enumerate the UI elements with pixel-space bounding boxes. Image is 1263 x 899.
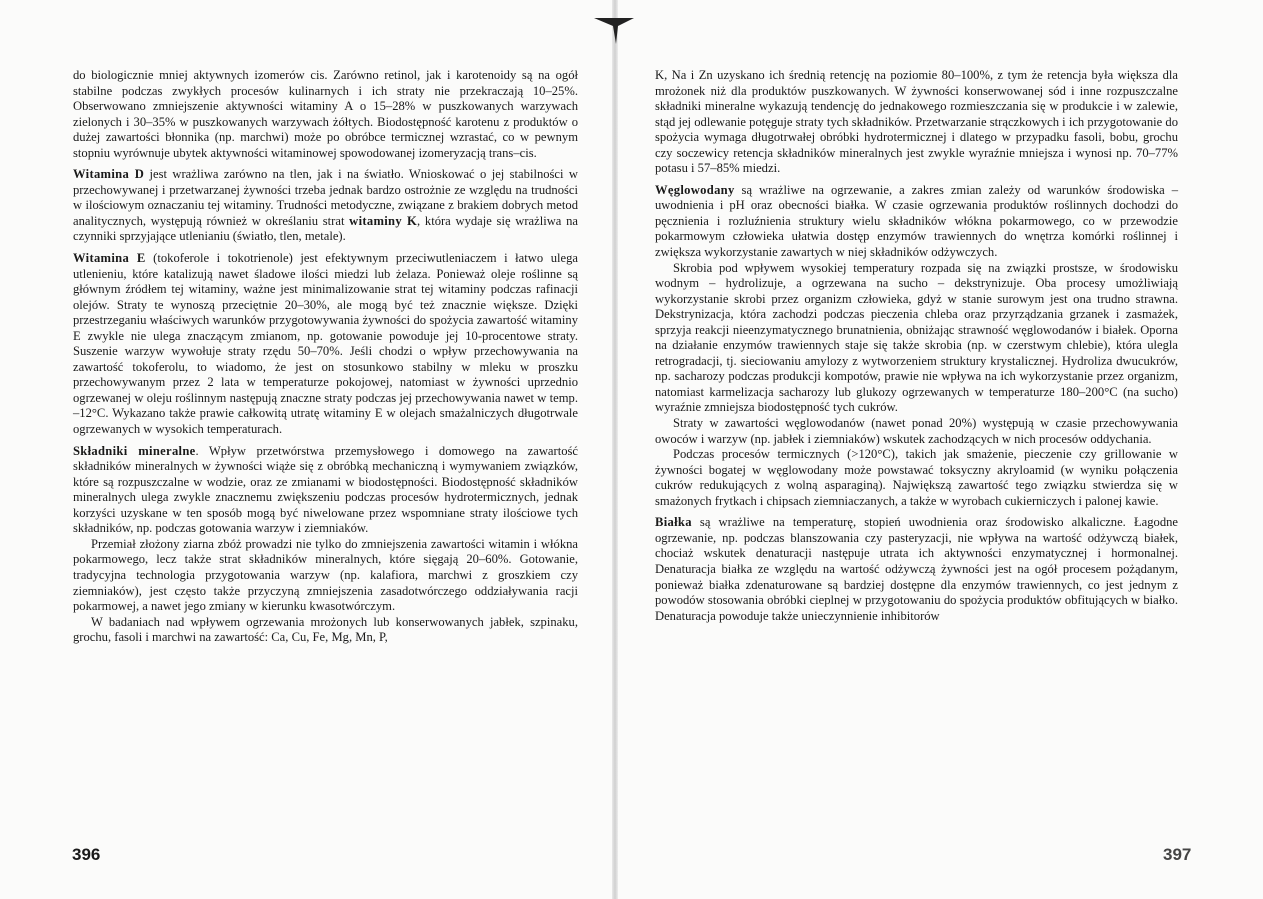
page-number-left: 396 [72, 845, 101, 864]
paragraph-acrylamide: Podczas procesów termicznych (>120°C), takich jak smażenie, pieczenie czy grillowanie w żywności bogatej w węglowodany może powstawać toksyczny akryloamid (w wyniku połączenia cukrów redukujących z wolną asparaginą). Największą zawartość tego związku stwierdza się w smażonych frytkach i chipsach ziemniaczanych, a także w wyrobach cukierniczych i palonej kawie. [655, 447, 1178, 508]
left-page-text [73, 68, 578, 652]
paragraph-minerals: Składniki mineralne. Wpływ przetwórstwa przemysłowego i domowego na zawartość składników mineralnych w żywności wiąże się z obróbką mechaniczną i wymywaniem związków, które są rozpuszczalne w wodzie, oraz ze zmianami w biodostępności. Biodostępność składników mineralnych ulega zwykle znacznemu zwiększeniu podczas procesów hydrotermicznych, jednak korzyści uzyskane w ten sposób mogą być niwelowane przez wspomniane straty ilościowe tych składników, np. podczas gotowania warzyw i ziemniaków. [73, 443, 578, 536]
paragraph-retinol: do biologicznie mniej aktywnych izomerów cis. Zarówno retinol, jak i karotenoidy są na ogół stabilne podczas zwykłych procesów kulinarnych i ich straty nie przekraczają 10–25%. Obserwowano zmniejszenie aktywności witaminy A o 15–28% w puszkowanych warzywach zielonych i 30–35% w puszkowanych warzywach żółtych. Biodostępność karotenu z produktów o dużej zawartości błonnika (np. marchwi) może po obróbce termicznej wzrastać, co w pewnym stopniu wyrównuje ubytek aktywności witaminowej spowodowanej izomeryzacją trans–cis. [73, 68, 578, 160]
book-spine [612, 0, 618, 899]
right-page-text [655, 68, 1178, 630]
left-page [0, 0, 615, 899]
paragraph-carbohydrates: Węglowodany są wrażliwe na ogrzewanie, a zakres zmian zależy od warunków środowiska – uwodnienia i pH oraz obecności białka. W czasie ogrzewania produktów roślinnych dochodzi do pęcznienia i rozluźnienia struktury wielu składników włókna pokarmowego, co w przewodzie pokarmowym człowieka ułatwia dostęp enzymów trawiennych do wnętrza komórki roślinnej i zwiększa wykorzystanie zawartych w niej składników odżywczych. [655, 182, 1178, 260]
heading-carbohydrates: Węglowodany [655, 182, 735, 197]
paragraph-frozen-study: W badaniach nad wpływem ogrzewania mrożonych lub konserwowanych jabłek, szpinaku, grochu, fasoli i marchwi na zawartość: Ca, Cu, Fe, Mg, Mn, P, [73, 614, 578, 645]
paragraph-carb-losses: Straty w zawartości węglowodanów (nawet ponad 20%) występują w czasie przechowywania owoców i warzyw (np. jabłek i ziemniaków) wskutek zachodzących w nich procesów oddychania. [655, 416, 1178, 446]
paragraph-retention: K, Na i Zn uzyskano ich średnią retencję na poziomie 80–100%, z tym że retencja była większa dla mrożonek niż dla produktów puszkowanych. W żywności konserwowanej sód i inne rozpuszczalne składniki mineralne wykazują tendencję do jednakowego rozmieszczania się w produkcie i w zalewie, stąd jej odlewanie potęguje straty tych składników. Przetwarzanie strączkowych i ich przygotowanie do spożycia wymaga długotrwałej obróbki hydrotermicznej i dlatego w przypadku fasoli, bobu, grochu czy soczewicy retencja składników mineralnych jest zwykle wyraźnie mniejsza i wynosi np. 70–77% potasu i 57–85% miedzi. [655, 68, 1178, 176]
heading-vitamin-e: Witamina E [73, 251, 146, 266]
paragraph-proteins: Białka są wrażliwe na temperaturę, stopień uwodnienia oraz środowisko alkaliczne. Łagodne ogrzewanie, np. podczas blanszowania czy pasteryzacji, nie wpływa na wartość odżywczą białek, chociaż wskutek denaturacji następuje utrata ich aktywności enzymatycznej i hormonalnej. Denaturacja białka ze względu na wartość odżywczą żywności jest na ogół procesem pożądanym, ponieważ białka zdenaturowane są bardziej dostępne dla enzymów trawiennych, co jest jednym z powodów stosowania obróbki cieplnej w przygotowaniu do spożycia produktów obfitujących w białko. Denaturacja powoduje także unieczynnienie inhibitorów [655, 515, 1178, 623]
page-number-right: 397 [1163, 845, 1192, 864]
paragraph-milling: Przemiał złożony ziarna zbóż prowadzi nie tylko do zmniejszenia zawartości witamin i włókna pokarmowego, lecz także strat składników mineralnych, które sięgają 20–60%. Gotowanie, tradycyjna technologia przygotowania warzyw (np. kalafiora, marchwi z groszkiem czy ziemniaków), jest często także przyczyną zmniejszenia zasadotwórczego oddziaływania racji pokarmowej, a nawet jego zmiany w kierunku kwasotwórczym. [73, 536, 578, 614]
right-page [615, 0, 1263, 899]
paragraph-vitamin-e: Witamina E (tokoferole i tokotrienole) jest efektywnym przeciwutleniaczem i łatwo ulega utlenieniu, które katalizują nawet śladowe ilości miedzi lub żelaza. Ponieważ oleje roślinne są głównym źródłem tej witaminy, ważne jest minimalizowanie strat tej witaminy podczas rafinacji olejów. Straty te wynoszą przeciętnie 20–30%, ale mogą być też znacznie większe. Dzięki przestrzeganiu właściwych warunków przygotowywania żywności do spożycia zawartość witaminy E zwykle nie ulega znaczącym zmianom, np. gotowanie powoduje jej 10-procentowe straty. Suszenie warzyw wywołuje straty rzędu 50–70%. Jeśli chodzi o wpływ przechowywania na zawartość tokoferolu, to wiadomo, że jest on stosunkowo stabilny w mleku w proszku przechowywanym przez 2 lata w temperaturze pokojowej, natomiast w żywności uprzednio ogrzewanej w oleju roślinnym następują znaczne straty podczas jej przechowywania nawet w temp. –12°C. Wykazano także prawie całkowitą utratę witaminy E w olejach smażalniczych długotrwale ogrzewanych w wysokich temperaturach. [73, 251, 578, 437]
heading-minerals: Składniki mineralne [73, 443, 196, 458]
paragraph-starch: Skrobia pod wpływem wysokiej temperatury rozpada się na związki prostsze, w środowisku wodnym – hydrolizuje, a ogrzewana na sucho – dekstrynizuje. Oba procesy umożliwiają wykorzystanie skrobi przez organizm człowieka, gdyż w stanie surowym jest ona trudno strawna. Dekstrynizacja, która zachodzi podczas pieczenia chleba oraz przyrządzania grzanek i zasmażek, sprzyja reakcji nieenzymatycznego brunatnienia, obniżając strawność węglowodanów i białek. Oporna na działanie enzymów trawiennych staje się także skrobia (np. w czerstwym chlebie), która ulegla retrogradacji, tj. sieciowaniu amylozy z wytworzeniem struktury krystalicznej. Hydroliza dwucukrów, np. sacharozy podczas produkcji kompotów, prawie nie wpływa na ich wykorzystanie przez organizm, natomiast karmelizacja sacharozy lub glukozy ogrzewanych w temperaturze 180–200°C (na sucho) wyraźnie zmniejsza biodostępność tych cukrów. [655, 260, 1178, 415]
term-vitamin-k: witaminy K [349, 213, 418, 228]
heading-vitamin-d: Witamina D [73, 167, 145, 182]
heading-proteins: Białka [655, 515, 692, 530]
paragraph-vitamin-d: Witamina D jest wrażliwa zarówno na tlen, jak i na światło. Wnioskować o jej stabilności w przechowywanej i przetwarzanej żywności trzeba jednak bardzo ostrożnie ze względu na trudności w ilościowym oznaczaniu tej witaminy. Trudności metodyczne, związane z brakiem dobrych metod analitycznych, występują również w określaniu strat witaminy K, która wydaje się wrażliwa na czynniki sprzyjające utlenianiu (światło, tlen, metale). [73, 167, 578, 244]
bookmark-ribbon-icon [592, 14, 636, 44]
